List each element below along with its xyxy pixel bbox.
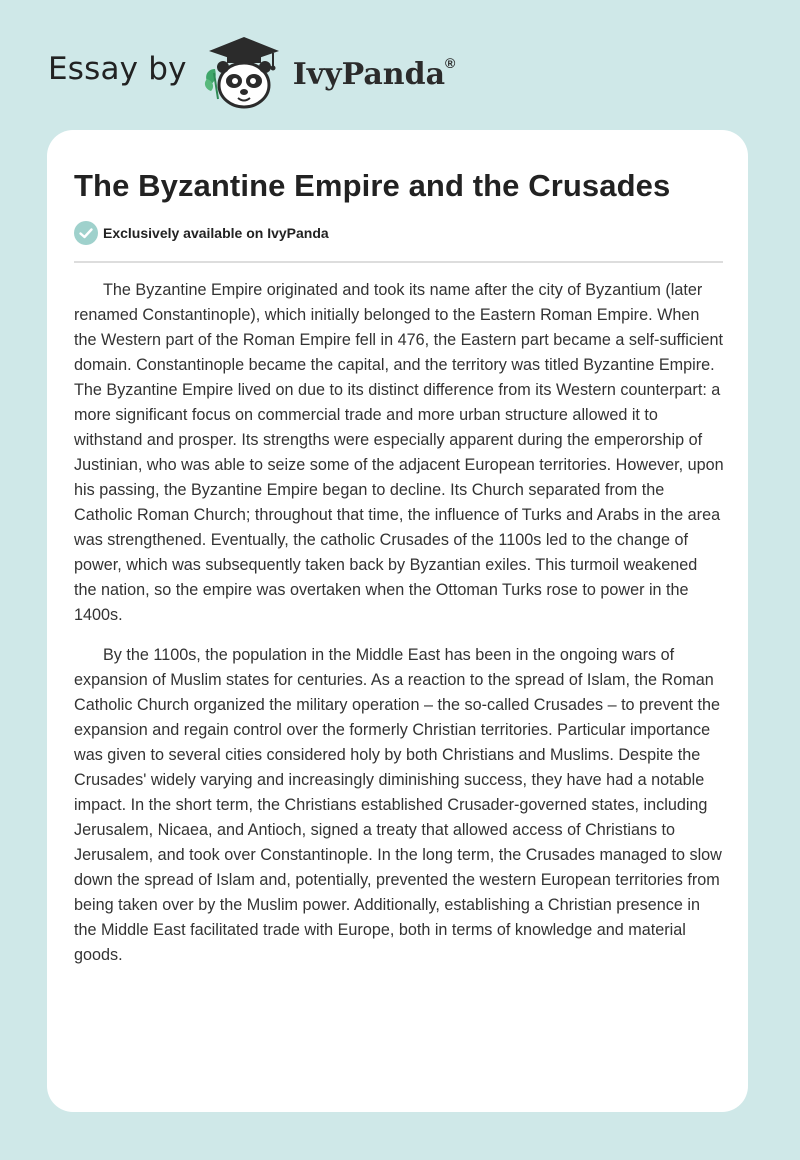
page-title: The Byzantine Empire and the Crusades bbox=[74, 168, 671, 203]
exclusive-badge-label: Exclusively available on IvyPanda bbox=[103, 225, 329, 241]
panda-graduate-logo-icon bbox=[201, 33, 287, 111]
exclusive-badge bbox=[74, 221, 329, 245]
site-header bbox=[48, 32, 455, 112]
ivypanda-logo-link[interactable] bbox=[201, 33, 456, 111]
trademark-symbol: ® bbox=[445, 54, 456, 71]
brand-text: IvyPanda bbox=[292, 56, 446, 92]
title-divider bbox=[74, 261, 723, 263]
essay-card bbox=[47, 130, 748, 1112]
essay-paragraph: By the 1100s, the population in the Middle East has been in the ongoing wars of expansion of Muslim states for centuries. As a reaction to the spread of Islam, the Roman Catholic Church organized the military operation – the so-called Crusades – to prevent the expansion and regain control over the formerly Christian territories. Particular importance was given to several cities considered holy by both Christians and Muslims. Despite the Crusades' widely varying and increasingly diminishing success, they have had a notable impact. In the short term, the Christians established Crusader-governed states, including Jerusalem, Nicaea, and Antioch, signed a treaty that allowed access of Christians to Jerusalem, and took over Constantinople. In the long term, the Crusades managed to slow down the spread of Islam and, potentially, prevented the western European territories from being taken over by the Muslim power. Additionally, establishing a Christian presence in the Middle East facilitated trade with Europe, both in terms of knowledge and material goods. bbox=[74, 646, 722, 964]
essay-paragraph: The Byzantine Empire originated and took its name after the city of Byzantium (later renamed Constantinople), which initially belonged to the Eastern Roman Empire. When the Western part of the Roman Empire fell in 476, the Eastern part became a self-sufficient domain. Constantinople became the capital, and the territory was titled Byzantine Empire. The Byzantine Empire lived on due to its distinct difference from its Western counterpart: a more significant focus on commercial trade and more urban structure allowed it to withstand and prosper. Its strengths were especially apparent during the emperorship of Justinian, who was able to seize some of the adjacent European territories. However, upon his passing, the Byzantine Empire began to decline. Its Church separated from the Catholic Roman Church; throughout that time, the influence of Turks and Arabs in the area was strengthened. Eventually, the catholic Crusades of the 1100s led to the change of power, which was subsequently taken back by Byzantian exiles. This turmoil weakened the nation, so the empire was overtaken when the Ottoman Turks rose to power in the 1400s. bbox=[74, 281, 724, 624]
check-circle-icon bbox=[74, 221, 98, 245]
essay-by-label: Essay by bbox=[48, 51, 187, 87]
essay-body bbox=[74, 278, 724, 983]
brand-name bbox=[292, 54, 456, 92]
